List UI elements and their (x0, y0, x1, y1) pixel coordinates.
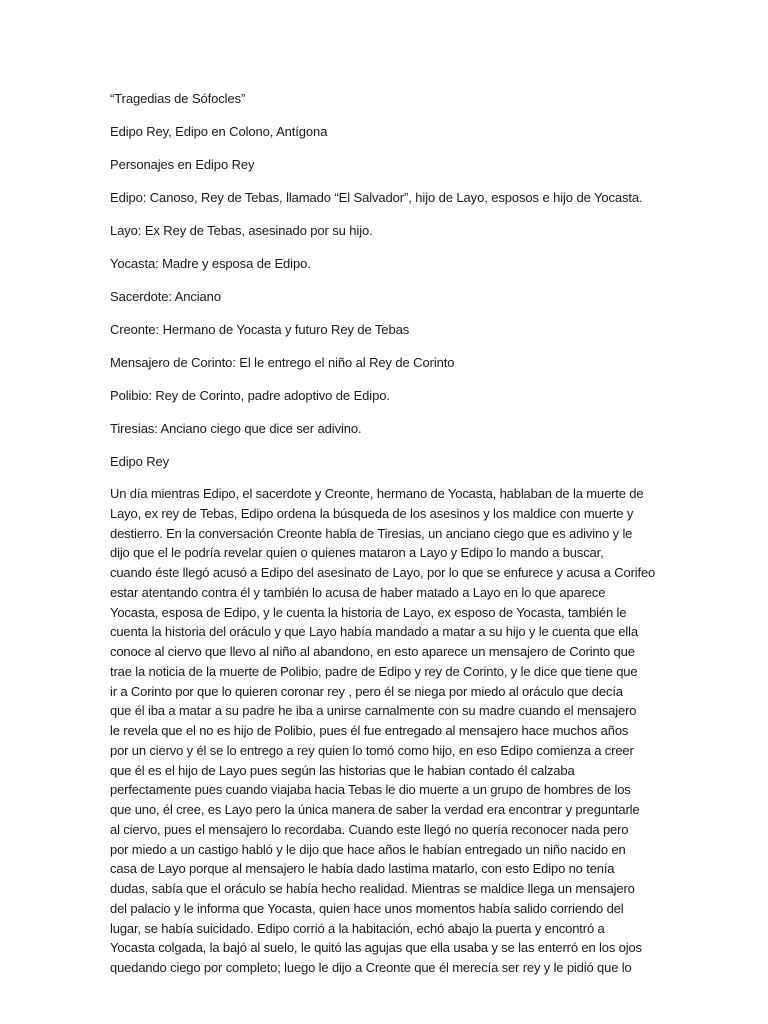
works-list: Edipo Rey, Edipo en Colono, Antígona (110, 124, 328, 139)
summary-line: por miedo a un castigo habló y le dijo que hace años le habían entregado un niño nacido en (110, 841, 626, 857)
summary-line: destierro. En la conversación Creonte habla de Tiresias, un anciano ciego que es adivino y le (110, 525, 633, 541)
summary-line: que él iba a matar a su padre he iba a unirse carnalmente con su madre cuando el mensajero (110, 703, 637, 719)
summary-line: del palacio y le informa que Yocasta, quien hace unos momentos había salido corriendo del (110, 900, 624, 916)
character-tiresias: Tiresias: Anciano ciego que dice ser adivino. (110, 421, 362, 436)
summary-line: dudas, sabía que el oráculo se había hecho realidad. Mientras se maldice llega un mensajero (110, 881, 635, 896)
summary-line: ir a Corinto por que lo quieren coronar rey , pero él se niega por miedo al oráculo que decía (110, 683, 623, 699)
character-polibio: Polibio: Rey de Corinto, padre adoptivo de Edipo. (110, 388, 390, 403)
document-title: “Tragedias de Sófocles” (110, 91, 246, 106)
summary-line: cuando éste llegó acusó a Edipo del asesinato de Layo, por lo que se enfurece y acusa a Corifeo (110, 565, 656, 580)
summary-line: Layo, ex rey de Tebas, Edipo ordena la búsqueda de los asesinos y los maldice con muerte y (110, 505, 634, 521)
character-layo: Layo: Ex Rey de Tebas, asesinado por su hijo. (110, 223, 373, 238)
summary-line: quedando ciego por completo; luego le dijo a Creonte que él merecía ser rey y le pidió que lo (110, 960, 632, 975)
summary-paragraph (110, 484, 670, 978)
characters-heading: Personajes en Edipo Rey (110, 157, 255, 172)
summary-line: trae la noticia de la muerte de Polibio, padre de Edipo y rey de Corinto, y le dice que tiene que (110, 663, 638, 679)
summary-line: estar atentando contra él y también lo acusa de haber matado a Layo en lo que aparece (110, 584, 606, 600)
summary-line: por un ciervo y él se lo entrego a rey quien lo tomó como hijo, en eso Edipo comienza a creer (110, 742, 634, 758)
summary-line: lugar, se había suicidado. Edipo corrió a la habitación, echó abajo la puerta y encontró a (110, 920, 605, 936)
summary-line: al ciervo, pues el mensajero lo recordaba. Cuando este llegó no quería reconocer nada pero (110, 821, 629, 837)
summary-line: Un día mientras Edipo, el sacerdote y Creonte, hermano de Yocasta, hablaban de la muerte de (110, 486, 644, 501)
summary-line: que él es el hijo de Layo pues según las historias que le habian contado él calzaba (110, 762, 575, 778)
summary-line: conoce al ciervo que llevo al niño al abandono, en esto aparece un mensajero de Corinto que (110, 644, 635, 659)
character-sacerdote: Sacerdote: Anciano (110, 289, 221, 304)
summary-line: perfectamente pues cuando viajaba hacia Tebas le dio muerte a un grupo de hombres de los (110, 782, 631, 798)
character-mensajero: Mensajero de Corinto: El le entrego el niño al Rey de Corinto (110, 355, 455, 370)
character-edipo: Edipo: Canoso, Rey de Tebas, llamado “El Salvador”, hijo de Layo, esposos e hijo de Yocasta. (110, 190, 643, 205)
document-header-block (110, 90, 658, 486)
summary-line: que uno, él cree, es Layo pero la única manera de saber la verdad era encontrar y preguntarle (110, 802, 640, 817)
summary-line: dijo que el le podría revelar quien o quienes mataron a Layo y Edipo lo mando a buscar, (110, 545, 604, 561)
summary-line: Yocasta colgada, la bajó al suelo, le quitó las agujas que ella usaba y se las enterró en los ojos (110, 940, 642, 956)
summary-line: le revela que el no es hijo de Polibio, pues él fue entregado al mensajero hace muchos años (110, 723, 629, 738)
summary-line: cuenta la historia del oráculo y que Layo había mandado a matar a su hijo y le cuenta que ella (110, 624, 638, 640)
character-creonte: Creonte: Hermano de Yocasta y futuro Rey de Tebas (110, 322, 410, 337)
character-yocasta: Yocasta: Madre y esposa de Edipo. (110, 256, 311, 271)
section-heading-edipo-rey: Edipo Rey (110, 454, 170, 469)
summary-line: casa de Layo porque al mensajero le había dado lastima matarlo, con esto Edipo no tenía (110, 861, 615, 877)
summary-line: Yocasta, esposa de Edipo, y le cuenta la historia de Layo, ex esposo de Yocasta, también le (110, 604, 627, 620)
